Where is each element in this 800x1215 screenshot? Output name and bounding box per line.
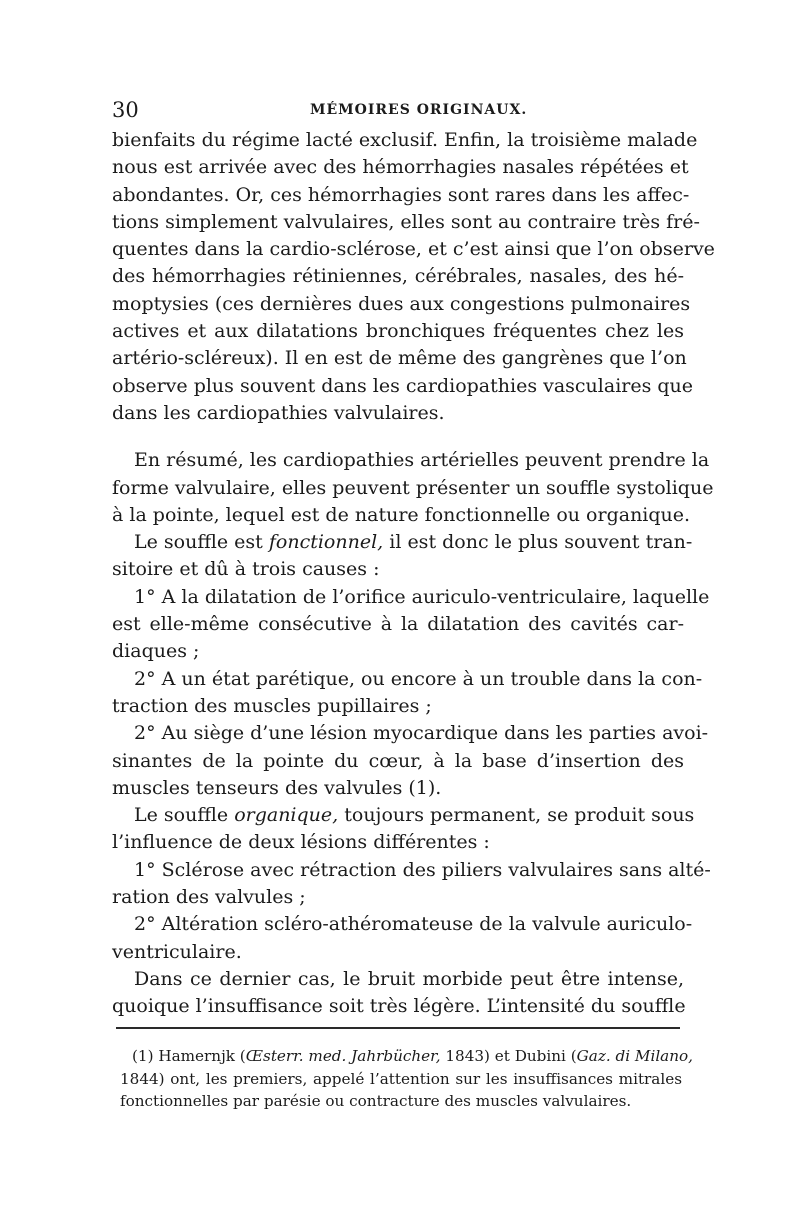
text-line: dans les cardiopathies valvulaires. bbox=[112, 401, 445, 424]
text-line: artério-scléreux). Il en est de même des gangrènes que l’on bbox=[112, 347, 687, 370]
text-line: 1° Sclérose avec rétraction des piliers valvulaires sans alté- bbox=[134, 858, 711, 881]
emphasis-term: Gaz. di Milano, bbox=[576, 1047, 693, 1065]
text-line: quoique l’insuffisance soit très légère. L’intensité du souffle bbox=[112, 995, 686, 1018]
text-line: abondantes. Or, ces hémorrhagies sont rares dans les affec- bbox=[112, 183, 690, 206]
text-line: quentes dans la cardio-sclérose, et c’est ainsi que l’on observe bbox=[112, 238, 715, 261]
footnote-divider bbox=[116, 1027, 680, 1029]
text-line: à la pointe, lequel est de nature fonctionnelle ou organique. bbox=[112, 503, 691, 526]
text-line: traction des muscles pupillaires ; bbox=[112, 694, 432, 717]
emphasis-term: Œsterr. med. Jahrbücher, bbox=[245, 1047, 441, 1065]
text-fragment: Le souffle bbox=[134, 804, 235, 827]
footnote-line: fonctionnelles par parésie ou contracture des muscles valvulaires. bbox=[120, 1092, 632, 1110]
text-line: 1° A la dilatation de l’orifice auriculo-ventriculaire, laquelle bbox=[134, 585, 710, 608]
emphasis-term: fonctionnel, bbox=[268, 531, 384, 554]
emphasis-term: organique, bbox=[234, 804, 339, 827]
text-line: sitoire et dû à trois causes : bbox=[112, 558, 380, 581]
text-line: diaques ; bbox=[112, 640, 200, 663]
text-line: En résumé, les cardiopathies artérielles peuvent prendre la bbox=[134, 449, 710, 472]
text-line: muscles tenseurs des valvules (1). bbox=[112, 776, 442, 799]
text-line: observe plus souvent dans les cardiopathies vasculaires que bbox=[112, 374, 694, 397]
text-line: ration des valvules ; bbox=[112, 886, 306, 909]
footnote-line: 1844) ont, les premiers, appelé l’attention sur les insuffisances mitrales bbox=[120, 1069, 682, 1088]
text-line: 2° Altération scléro-athéromateuse de la valvule auriculo- bbox=[134, 913, 693, 936]
text-fragment: il est donc le plus souvent tran- bbox=[389, 531, 693, 554]
text-line: des hémorrhagies rétiniennes, cérébrales, nasales, des hé- bbox=[112, 265, 684, 288]
text-line: moptysies (ces dernières dues aux congestions pulmonaires bbox=[112, 292, 691, 315]
text-line: actives et aux dilatations bronchiques fréquentes chez les bbox=[112, 320, 684, 343]
text-line: Dans ce dernier cas, le bruit morbide peut être intense, bbox=[134, 967, 684, 990]
text-fragment: Le souffle est bbox=[134, 531, 269, 554]
text-line: 2° A un état parétique, ou encore à un trouble dans la con- bbox=[134, 667, 703, 690]
text-line: bienfaits du régime lacté exclusif. Enfin, la troisième malade bbox=[112, 129, 698, 151]
text-fragment: (1) Hamernjk ( bbox=[132, 1047, 246, 1065]
text-line bbox=[112, 802, 695, 829]
text-line: forme valvulaire, elles peuvent présenter un souffle systolique bbox=[112, 476, 714, 499]
page-number: 30 bbox=[112, 98, 139, 122]
footnote bbox=[120, 1045, 693, 1113]
text-fragment: 1843) et Dubini ( bbox=[440, 1047, 577, 1065]
page-header bbox=[112, 98, 680, 122]
text-fragment: toujours permanent, se produit sous bbox=[344, 804, 695, 827]
body-text bbox=[112, 127, 715, 1021]
footnote-line bbox=[120, 1045, 693, 1068]
text-line: tions simplement valvulaires, elles sont au contraire très fré- bbox=[112, 210, 700, 233]
text-line: nous est arrivée avec des hémorrhagies nasales répétées et bbox=[112, 156, 689, 179]
text-line bbox=[112, 529, 693, 556]
text-line: ventriculaire. bbox=[112, 940, 242, 963]
text-line: est elle-même consécutive à la dilatation des cavités car- bbox=[112, 613, 684, 636]
text-line: 2° Au siège d’une lésion myocardique dans les parties avoi- bbox=[134, 722, 709, 745]
running-head: MÉMOIRES ORIGINAUX. bbox=[310, 102, 528, 118]
text-line: sinantes de la pointe du cœur, à la base d’insertion des bbox=[112, 749, 684, 772]
text-line: l’influence de deux lésions différentes : bbox=[112, 831, 490, 854]
